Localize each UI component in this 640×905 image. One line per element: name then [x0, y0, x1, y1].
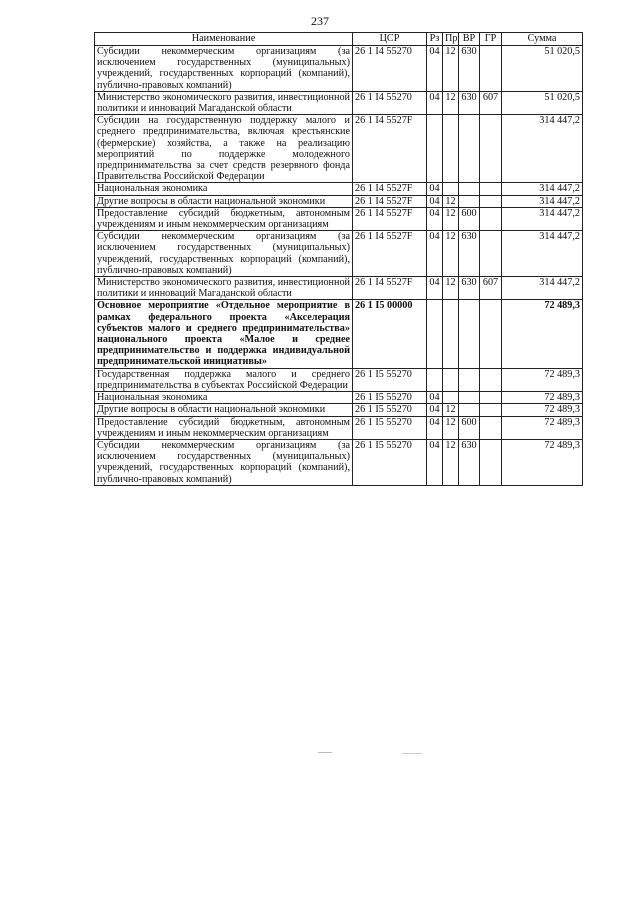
row-vr: 630	[459, 277, 480, 300]
row-pr: 12	[443, 231, 459, 277]
row-vr: 600	[459, 207, 480, 230]
row-name: Другие вопросы в области национальной экономики	[95, 195, 353, 207]
row-csr: 26 1 I4 5527F	[353, 207, 427, 230]
row-pr: 12	[443, 439, 459, 485]
row-pr	[443, 115, 459, 183]
row-vr	[459, 368, 480, 391]
row-pr: 12	[443, 404, 459, 416]
row-csr: 26 1 I4 55270	[353, 91, 427, 114]
scan-mark	[402, 753, 422, 754]
row-vr	[459, 183, 480, 195]
row-vr	[459, 392, 480, 404]
row-rz	[427, 300, 443, 368]
row-vr: 630	[459, 91, 480, 114]
row-pr: 12	[443, 46, 459, 92]
table-row	[95, 91, 583, 114]
table-row	[95, 392, 583, 404]
header-name: Наименование	[95, 33, 353, 46]
row-name: Предоставление субсидий бюджетным, автономным учреждениям и иным некоммерческим организациям	[95, 416, 353, 439]
row-csr: 26 1 I5 55270	[353, 416, 427, 439]
row-rz: 04	[427, 439, 443, 485]
table-row	[95, 231, 583, 277]
row-csr: 26 1 I4 5527F	[353, 115, 427, 183]
row-gr	[480, 300, 502, 368]
table-row	[95, 207, 583, 230]
row-rz	[427, 115, 443, 183]
table-row	[95, 115, 583, 183]
header-pr: Пр	[443, 33, 459, 46]
row-gr	[480, 231, 502, 277]
row-csr: 26 1 I4 5527F	[353, 277, 427, 300]
row-amount: 314 447,2	[502, 183, 583, 195]
row-csr: 26 1 I4 55270	[353, 46, 427, 92]
row-name: Субсидии на государственную поддержку малого и среднего предпринимательства, включая крестьянские (фермерские) хозяйства, а также на реализацию мероприятий по поддержке молодежного предпринимательства за счет средств резервного фонда Правительства Российской Федерации	[95, 115, 353, 183]
row-vr: 630	[459, 46, 480, 92]
table-row	[95, 183, 583, 195]
row-csr: 26 1 I5 55270	[353, 439, 427, 485]
header-gr: ГР	[480, 33, 502, 46]
row-amount: 72 489,3	[502, 439, 583, 485]
table-row	[95, 277, 583, 300]
row-pr	[443, 392, 459, 404]
row-rz: 04	[427, 195, 443, 207]
row-vr: 630	[459, 439, 480, 485]
row-name: Министерство экономического развития, инвестиционной политики и инноваций Магаданской области	[95, 91, 353, 114]
row-name: Министерство экономического развития, инвестиционной политики и инноваций Магаданской области	[95, 277, 353, 300]
table-row	[95, 46, 583, 92]
row-gr	[480, 115, 502, 183]
row-csr: 26 1 I5 55270	[353, 368, 427, 391]
row-rz: 04	[427, 404, 443, 416]
row-amount: 72 489,3	[502, 404, 583, 416]
row-csr: 26 1 I4 5527F	[353, 195, 427, 207]
table-row	[95, 368, 583, 391]
row-gr: 607	[480, 277, 502, 300]
table-header-row	[95, 33, 583, 46]
row-rz: 04	[427, 46, 443, 92]
header-rz: Рз	[427, 33, 443, 46]
row-vr	[459, 195, 480, 207]
row-rz: 04	[427, 416, 443, 439]
row-vr	[459, 404, 480, 416]
row-csr: 26 1 I5 00000	[353, 300, 427, 368]
row-pr: 12	[443, 91, 459, 114]
row-vr: 630	[459, 231, 480, 277]
table-row	[95, 439, 583, 485]
page-number: 237	[311, 14, 329, 28]
row-name: Субсидии некоммерческим организациям (за исключением государственных (муниципальных) учреждений, государственных корпораций (компаний), публично-правовых компаний)	[95, 46, 353, 92]
row-rz: 04	[427, 231, 443, 277]
row-rz: 04	[427, 183, 443, 195]
row-pr	[443, 183, 459, 195]
row-name: Субсидии некоммерческим организациям (за исключением государственных (муниципальных) учреждений, государственных корпораций (компаний), публично-правовых компаний)	[95, 231, 353, 277]
row-pr: 12	[443, 416, 459, 439]
table-row	[95, 416, 583, 439]
row-gr	[480, 195, 502, 207]
row-name: Другие вопросы в области национальной экономики	[95, 404, 353, 416]
row-amount: 72 489,3	[502, 392, 583, 404]
row-csr: 26 1 I4 5527F	[353, 231, 427, 277]
row-vr	[459, 300, 480, 368]
table-row	[95, 195, 583, 207]
row-gr	[480, 392, 502, 404]
row-csr: 26 1 I5 55270	[353, 404, 427, 416]
row-gr	[480, 183, 502, 195]
row-vr: 600	[459, 416, 480, 439]
row-rz: 04	[427, 91, 443, 114]
row-amount: 314 447,2	[502, 207, 583, 230]
row-amount: 72 489,3	[502, 300, 583, 368]
row-pr: 12	[443, 277, 459, 300]
row-gr	[480, 207, 502, 230]
row-rz: 04	[427, 277, 443, 300]
row-amount: 314 447,2	[502, 277, 583, 300]
row-csr: 26 1 I4 5527F	[353, 183, 427, 195]
table-row	[95, 404, 583, 416]
row-csr: 26 1 I5 55270	[353, 392, 427, 404]
row-pr	[443, 368, 459, 391]
row-gr	[480, 416, 502, 439]
row-rz	[427, 368, 443, 391]
table-row	[95, 300, 583, 368]
row-gr	[480, 368, 502, 391]
row-name: Национальная экономика	[95, 392, 353, 404]
row-name: Предоставление субсидий бюджетным, автономным учреждениям и иным некоммерческим организациям	[95, 207, 353, 230]
header-sum: Сумма	[502, 33, 583, 46]
row-gr	[480, 439, 502, 485]
header-vr: ВР	[459, 33, 480, 46]
budget-table	[94, 32, 583, 486]
row-amount: 72 489,3	[502, 368, 583, 391]
row-gr: 607	[480, 91, 502, 114]
row-vr	[459, 115, 480, 183]
row-rz: 04	[427, 392, 443, 404]
row-name: Основное мероприятие «Отдельное мероприятие в рамках федерального проекта «Акселерация субъектов малого и среднего предпринимательства» национального проекта «Малое и среднее предпринимательство и поддержка индивидуальной предпринимательской инициативы»	[95, 300, 353, 368]
row-name: Национальная экономика	[95, 183, 353, 195]
row-amount: 314 447,2	[502, 231, 583, 277]
row-gr	[480, 404, 502, 416]
row-name: Субсидии некоммерческим организациям (за исключением государственных (муниципальных) учреждений, государственных корпораций (компаний), публично-правовых компаний)	[95, 439, 353, 485]
row-rz: 04	[427, 207, 443, 230]
row-amount: 314 447,2	[502, 115, 583, 183]
row-amount: 51 020,5	[502, 91, 583, 114]
row-amount: 314 447,2	[502, 195, 583, 207]
row-amount: 51 020,5	[502, 46, 583, 92]
row-pr	[443, 300, 459, 368]
row-pr: 12	[443, 195, 459, 207]
scan-mark	[318, 752, 332, 753]
row-amount: 72 489,3	[502, 416, 583, 439]
header-csr: ЦСР	[353, 33, 427, 46]
row-gr	[480, 46, 502, 92]
row-pr: 12	[443, 207, 459, 230]
row-name: Государственная поддержка малого и среднего предпринимательства в субъектах Российской Федерации	[95, 368, 353, 391]
